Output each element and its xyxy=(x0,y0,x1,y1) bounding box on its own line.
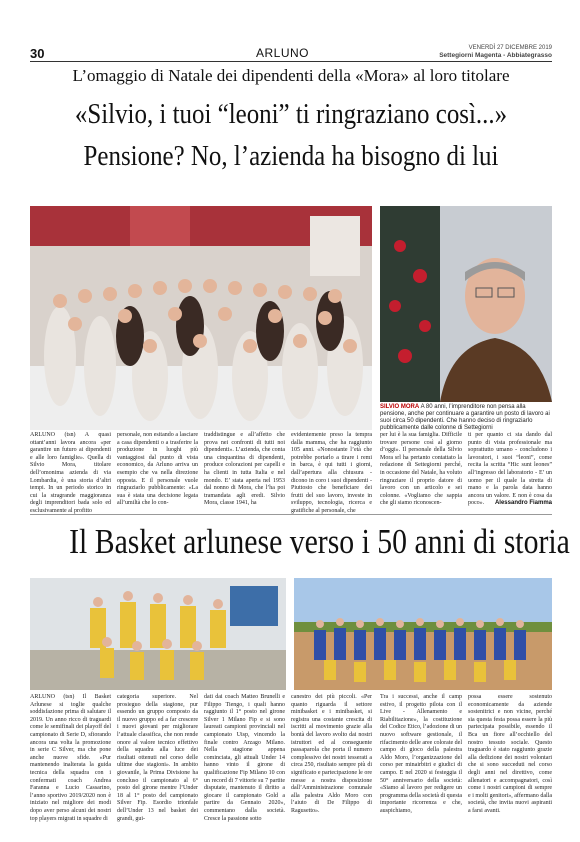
silvio-mora-portrait xyxy=(380,206,552,402)
article2-column: possa essere sostenuto economicamente da aziende sostenitrici e non vicine, perché sia questa festa possa essere la più partecipata possibile, essendo il Bca un fiore all’occhiello del nostro tessuto sociale. Questo traguardo è stato raggiunto grazie alla dedizione dei nostri volontari che si sono succeduti nel corso degli anni nel direttivo, come allenatori e accompagnatori, così come i nostri campioni di sempre e i molti genitori», affermano dalla società, che invita nuovi aspiranti a farsi avanti. xyxy=(468,694,552,814)
article1-column: personale, non esitando a lasciare a casa dipendenti o a trasferire la produzione in luoghi più vantaggiosi dal punto di vista economico, da Arluno arriva un esempio che va nella direzione opposta. E il personale vuole ringraziarlo pubblicamente: «La sua è stata una decisione legata all’umiltà che lo con- xyxy=(117,432,198,507)
staff-group-photo xyxy=(30,206,372,430)
basket-team-photo-right xyxy=(294,578,552,690)
basket-team-photo-left xyxy=(30,578,286,690)
section-name: ARLUNO xyxy=(256,46,310,60)
issue-date: VENERDÌ 27 DICEMBRE 2019 xyxy=(468,45,552,51)
article1-column: evidentemente preso la tempra dalla mamma, che ha raggiunto 105 anni. «Nonostante l’età che potrebbe portarlo a tirare i remi in barca, è qui tutti i giorni, dall’apertura alla chiusura - dicono in coro i suoi dipendenti - Piuttosto che beneficiare dei frutti del suo lavoro, investe in sviluppo, tecnologia, ricerca e gratifiche al personale, che xyxy=(291,432,372,514)
article1-column: traddistingue e all’affetto che prova nei confronti di tutti noi dipendenti». L’azienda, che conta una cinquantina di dipendenti, produce colorazioni per capelli e ha clienti in tutta Italia e nel mondo. E’ stata aperta nel 1953 dal nonno di Mora, che l’ha poi tramandata agli eredi. Silvio Mora, classe 1941, ha xyxy=(204,432,285,507)
article1-title-line1: «Silvio, i tuoi “leoni” ti ringraziano così...» xyxy=(74,98,508,130)
header-info xyxy=(432,44,552,60)
article1-title-line2: Pensione? No, l’azienda ha bisogno di lui xyxy=(83,140,499,172)
article2-column: canestro dei più piccoli. «Per quanto riguarda il settore minibasket e i minibasket, si registra una costante crescita di iscritti al movimento grazie alla bontà del lavoro svolto dai nostri istruttori ed al conseguente passaparola che porta il numero complessivo dei nostri tesserati a circa 250, risultato sempre più di significato e partecipazione le ore messe a nostra disposizione dall’Amministrazione comunale alla palestra Aldo Moro con l’aiuto di De Filippo di Ragusetto». xyxy=(291,694,372,814)
article2-title: Il Basket arlunese verso i 50 anni di storia xyxy=(69,522,570,561)
article2-column: categoria superiore. Nel prosieguo della stagione, pur essendo un gruppo composto da il nuovo gruppo ed a far crescere i nuovi giovani per migliorare l’attuale classifica, che non rende onore al valore tecnico effettivo della squadra alla luce dei risultati ottenuti nel corso delle ultime due stagioni». In ambito giovanile, la Prima Divisione ha concluso il campionato al 6° posto del girone mentre l’Under 18 al 1° posto del campionato Silver Fip. Esordio trionfale dell’Under 13 nel basket dei grandi, gui- xyxy=(117,694,198,822)
article1-author: Alessandro Fiamma xyxy=(494,500,552,506)
caption-name: SILVIO MORA xyxy=(380,404,420,410)
article2-column: Tra i successi, anche il camp estivo, il progetto pilota con il Live - Allenamento e Riabilitazione», la costituzione del Codice Etico, l’adozione di un nuovo software gestionale, il rifacimento delle aree colorate del campo di gioco della palestra Aldo Moro, l’organizzazione del corso per minairbitri e giudici di campo. E nel 2020 si festeggia il 50° anniversario della società: «Siamo al lavoro per redigere un programma della società di questa importante ricorrenza e che, auspichiamo, xyxy=(380,694,462,814)
article2-column: dati dai coach Matteo Brunelli e Filippo Tiengo, i quali hanno raggiunto il 1° posto nel girone Silver 1 Milano Fip e si sono laureati campioni provinciali nel campionato Uisp, vincendo la finale contro Arzago Milano. Nella stagione appena cominciata, gli attuali Under 14 hanno vinto il girone di qualificazione Fip Milano 10 con un record di 7 vittorie su 7 partite disputate, mantenuto il diritto a giocare il campionato Gold a partire da Gennaio 2020», commentano dalla società. Cresce la passione sotto xyxy=(204,694,285,822)
page-number: 30 xyxy=(30,46,45,61)
portrait-caption xyxy=(380,404,552,432)
publication-name: Settegiorni Magenta - Abbiategrasso xyxy=(439,52,552,59)
header-rule xyxy=(30,61,552,62)
article1-column: per lui è la sua famiglia. Difficile trovare persone così al giorno d’oggi». Il personale della Silvio Mora srl ha pertanto contattato la redazione di Settegiorni perché, in occasione del Natale, ha voluto ringraziare il proprio datore di lavoro con un articolo e sei colonne. «Vogliamo che sappia che gli siamo riconoscen- xyxy=(380,432,462,507)
article-separator xyxy=(30,514,552,515)
article1-column: ARLUNO (tsn) A quasi ottant’anni lavora ancora «per garantire un futuro ai dipendenti e alle loro famiglie». Quella di Silvio Mora, titolare dell’omonima azienda di via Lombardia, è una storia d’altri tempi. In un periodo storico in cui la stragrande maggioranza degli imprenditori bada solo ed esclusivamente al profitto xyxy=(30,432,111,514)
article1-kicker: L’omaggio di Natale dei dipendenti della «Mora» al loro titolare xyxy=(72,66,510,85)
article2-column: ARLUNO (tsn) Il Basket Arlunese si toglie qualche soddisfazione prima di salutare il 2019. Un anno ricco di traguardi come le semifinali dei playoff del campionato di Serie D, sfiorando ancora una volta la promozione in serie C Silver, ma che pone anche nuove sfide. «Pur mantenendo inalterata la guida tecnica della squadra con i confermati coach Andrea Faranna e Lucio Cassarino, l’anno sportivo 2019/2020 non è iniziato nel migliore dei modi dopo aver perso alcuni dei nostri top players migrati in squadre di xyxy=(30,694,111,822)
caption-text: A 80 anni, l’imprenditore non pensa alla pensione, anche per continuare a garantire un posto di lavoro ai suoi circa 50 dipendenti. Che hanno deciso di ringraziarlo pubblicamente dalle colonne di Settegiorni xyxy=(380,404,550,431)
article1-column: ti per quanto ci sta dando dal punto di vista professionale ma soprattutto umano - concludono i lavoratori, i suoi “leoni”, come recita la scritta “Hic sunt leones” all’ingresso del laboratorio - E’ un uomo per il quale la stretta di mano e la parola data hanno ancora un valore. E non è cosa da poco». xyxy=(468,432,552,507)
